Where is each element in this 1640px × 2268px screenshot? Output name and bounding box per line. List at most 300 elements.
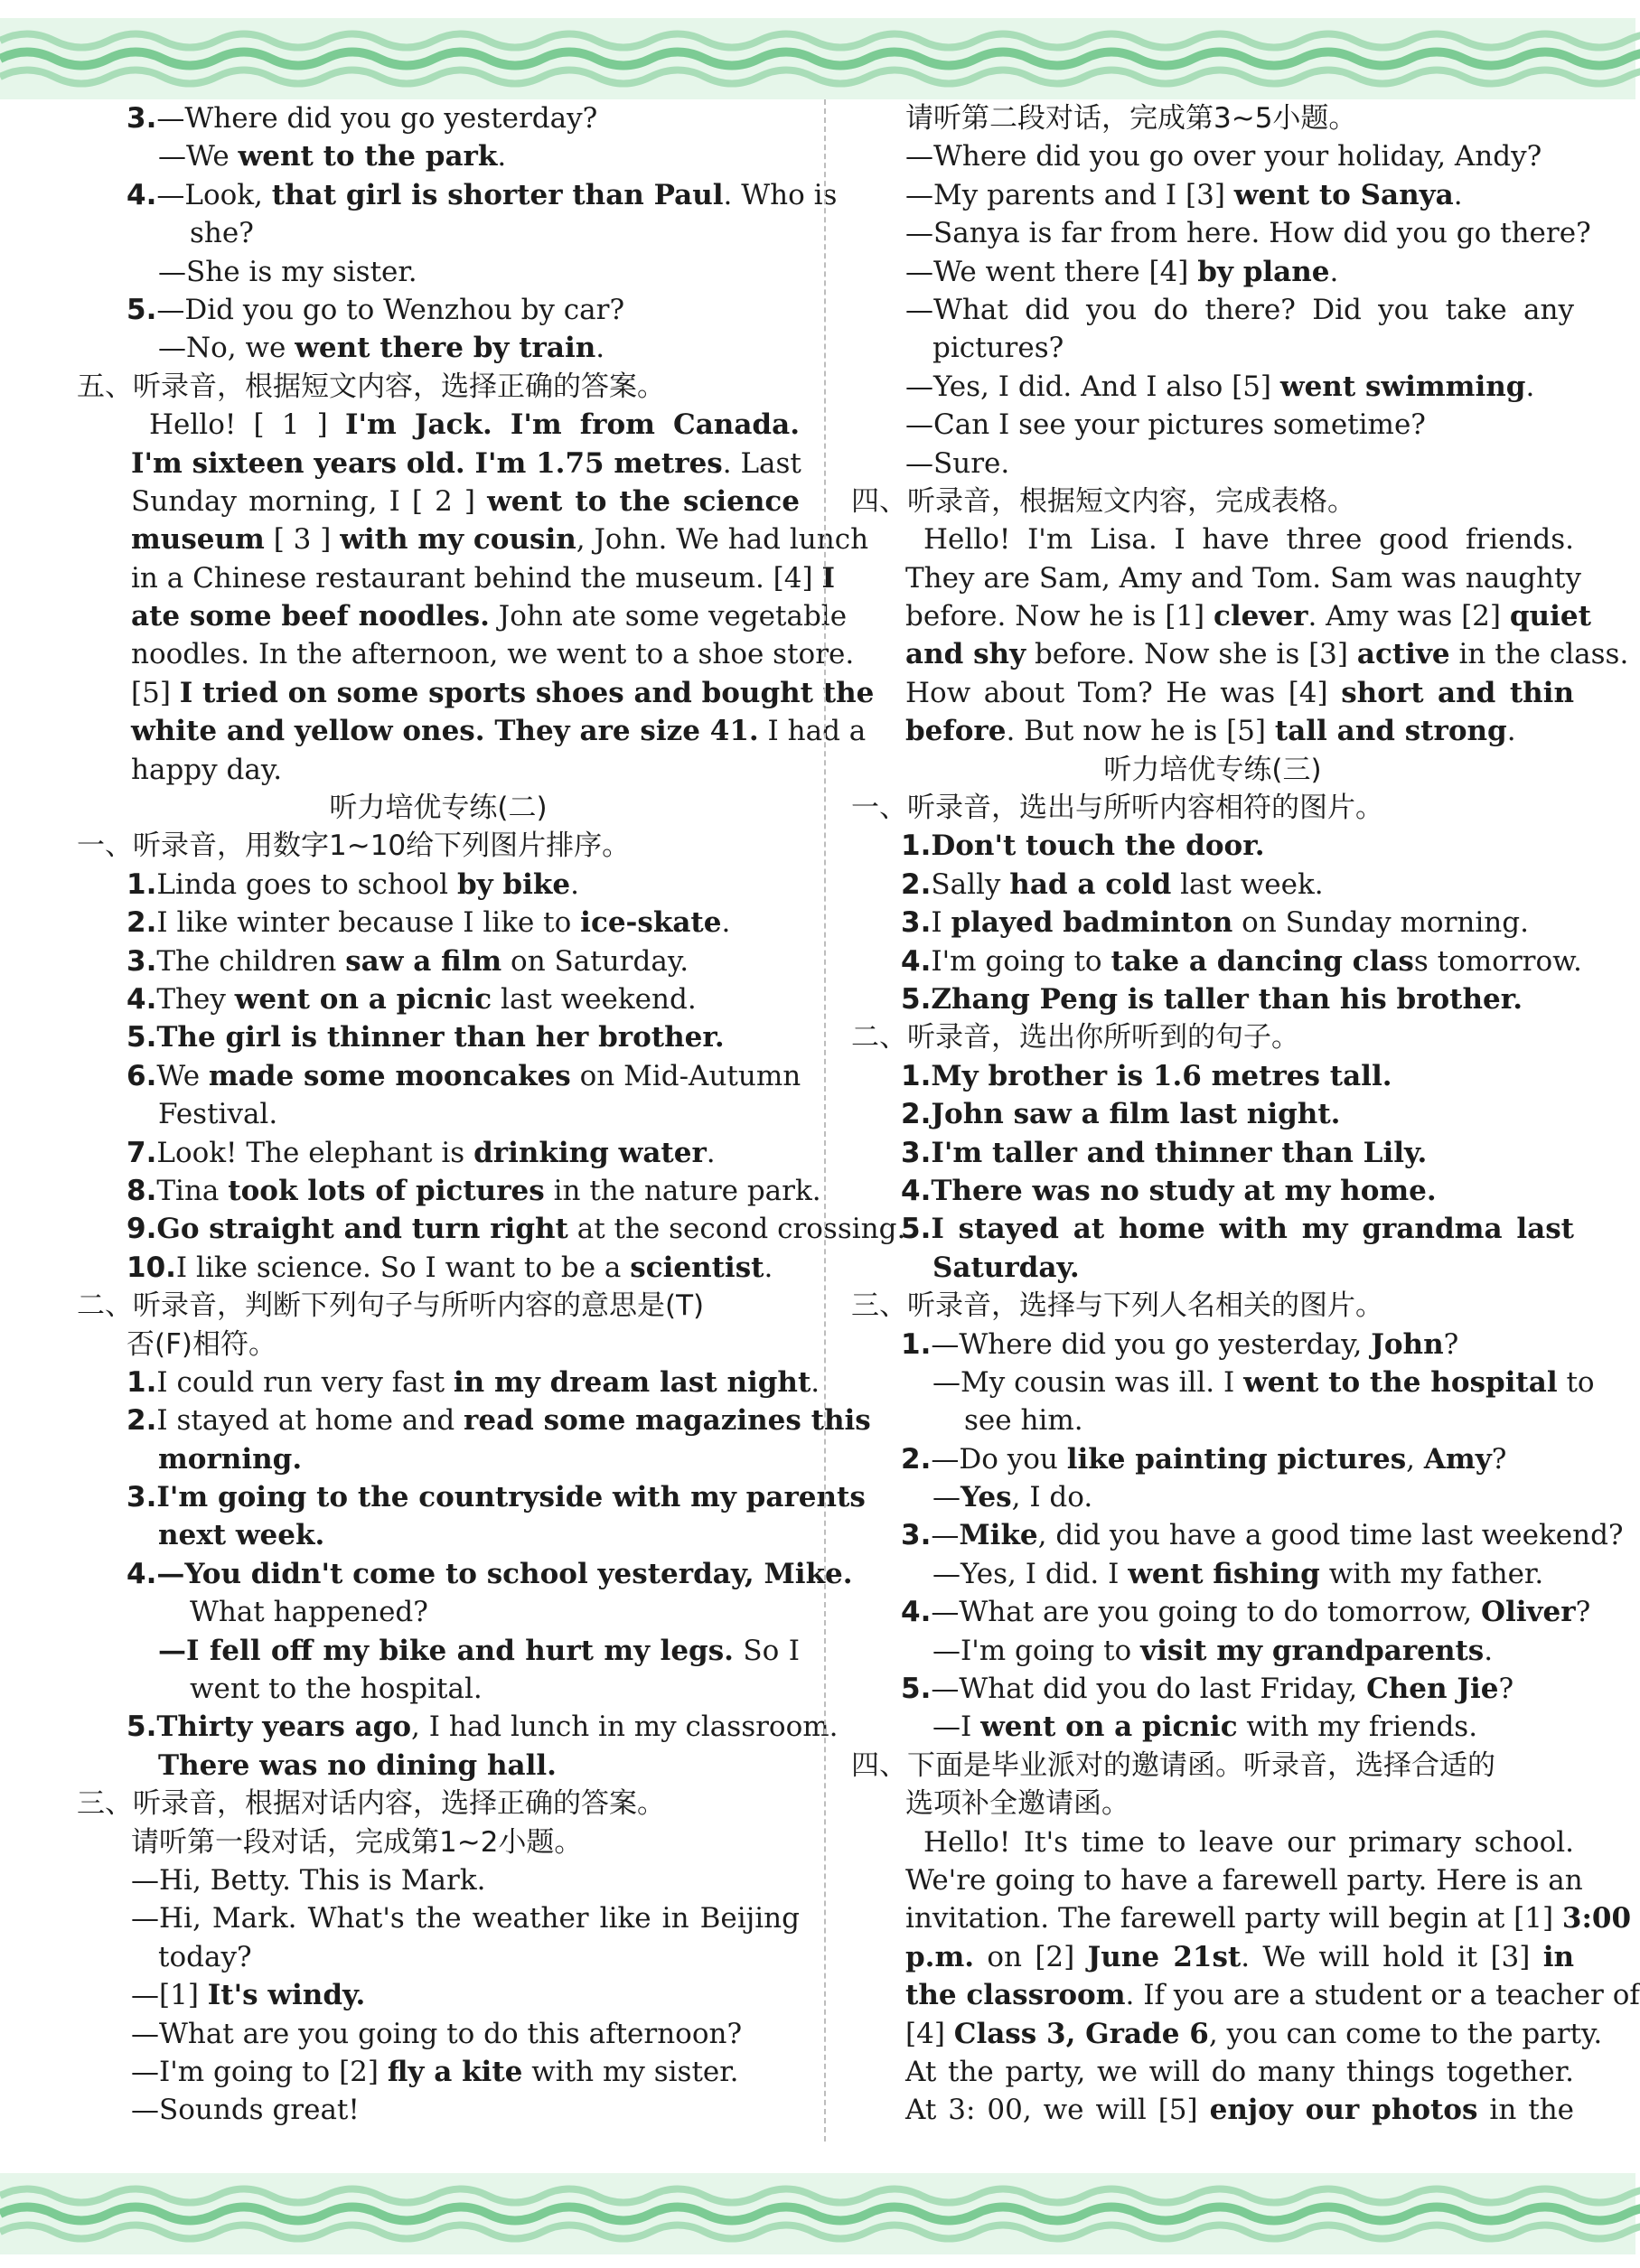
text-span: . If you are a student or a teacher of (1125, 1979, 1640, 2012)
answer-text: that girl is shorter than Paul (271, 178, 724, 211)
text-span: 否(F)相符。 (127, 1327, 277, 1361)
text-span: —We (158, 140, 239, 173)
answer-text: ice-skate (580, 906, 722, 940)
text-span: I could run very fast (156, 1365, 454, 1399)
text-span: , I had lunch in my classroom. (411, 1710, 839, 1744)
text-span: ? (1443, 1327, 1459, 1361)
answer-text: I'm taller and thinner than Lily. (931, 1136, 1428, 1169)
right-text-line (851, 1593, 1591, 1631)
text-span: —Do you (931, 1442, 1067, 1476)
item-number: 3. (901, 1519, 932, 1552)
text-span: I had a (758, 715, 867, 748)
text-span: . Who is (723, 178, 838, 211)
text-span: on Sunday morning. (1232, 906, 1529, 940)
text-span: Festival. (158, 1098, 278, 1131)
answer-text: —I fell off my bike and hurt my legs. (158, 1634, 734, 1667)
item-number: 1. (901, 1327, 932, 1361)
text-span: . (595, 332, 605, 365)
answer-text: played badminton (951, 906, 1233, 940)
right-text-line (851, 1899, 1632, 1937)
left-column (77, 99, 906, 2130)
item-number: 5. (901, 1213, 932, 1246)
item-number: 4. (901, 944, 932, 978)
item-number: 6. (127, 1059, 157, 1092)
left-text-line (77, 942, 800, 980)
text-span: . But now he is [5] (1006, 715, 1275, 748)
answer-text: tall and strong (1274, 715, 1507, 748)
text-span: ? (1498, 1673, 1514, 1706)
right-text-line (851, 866, 1574, 904)
right-text-line (851, 635, 1629, 673)
left-text-line (77, 137, 800, 175)
text-span: Hello! [ 1 ] (149, 408, 345, 442)
left-text-line (77, 712, 867, 750)
right-text-line (851, 712, 1574, 750)
right-column (851, 99, 1640, 2130)
text-span: —I (932, 1710, 981, 1744)
answer-text: p.m. (905, 1940, 975, 1973)
text-span: At the party, we will do many things together. (905, 2055, 1574, 2088)
text-span: . (497, 140, 507, 173)
answer-text: went fishing (1128, 1557, 1320, 1590)
right-text-line (851, 674, 1574, 712)
item-number: 3. (901, 906, 932, 940)
item-number: 2. (901, 1098, 932, 1131)
item-number: 5. (901, 982, 932, 1016)
answer-text: John saw a film last night. (931, 1098, 1341, 1131)
answer-text: like painting pictures (1066, 1442, 1407, 1476)
text-span: 二、听录音，选出你所听到的句子。 (851, 1021, 1299, 1054)
text-span: —Look, (156, 178, 272, 211)
left-text-line (77, 214, 800, 252)
right-text-line (851, 1823, 1574, 1861)
right-text-line (851, 597, 1591, 635)
answer-text: I stayed at home with my grandma last (931, 1213, 1574, 1246)
right-text-line (851, 99, 1574, 137)
right-text-line (851, 1440, 1574, 1478)
answer-text: There was no study at my home. (931, 1174, 1437, 1207)
text-span: —Yes, I did. I (932, 1557, 1129, 1590)
answer-text: June 21st (1087, 1940, 1242, 1973)
answer-text: Amy (1423, 1442, 1492, 1476)
text-span: s tomorrow. (1413, 944, 1582, 978)
answer-text: before (905, 715, 1007, 748)
answer-text: and shy (905, 638, 1026, 671)
answer-text: quiet (1509, 600, 1591, 633)
answer-text: Don't touch the door. (931, 829, 1265, 863)
text-span: [4] (905, 2017, 954, 2050)
text-span: . (1525, 370, 1535, 403)
answer-text: —You didn't come to school yesterday, Mike. (156, 1557, 853, 1590)
text-span: —I'm going to (932, 1634, 1141, 1667)
text-span: . (570, 867, 579, 901)
answer-text: ate some beef noodles. (131, 600, 490, 633)
right-text-line (851, 329, 1574, 367)
item-number: 1. (127, 867, 157, 901)
right-text-line (851, 827, 1574, 865)
text-span: at the second crossing. (567, 1213, 906, 1246)
text-span: —Sure. (905, 446, 1010, 480)
text-span: last week. (1171, 867, 1324, 901)
right-text-line (851, 1747, 1574, 1785)
right-text-line (851, 789, 1574, 827)
text-span: 听力培优专练(二) (329, 792, 548, 825)
text-span: . Last (722, 446, 801, 480)
answer-text: Zhang Peng is taller than his brother. (931, 982, 1523, 1016)
right-text-line (851, 1364, 1595, 1401)
right-text-line (851, 1938, 1574, 1976)
text-span: ? (1575, 1596, 1591, 1629)
text-span: went to the hospital. (190, 1673, 483, 1706)
text-span: ? (1491, 1442, 1507, 1476)
text-span: , I do. (1011, 1481, 1093, 1514)
text-span: —Where did you go over your holiday, Andy? (905, 140, 1542, 173)
text-span: I like winter because I like to (156, 906, 581, 940)
right-text-line (851, 1478, 1574, 1516)
left-text-line (77, 1593, 800, 1631)
right-text-line (851, 520, 1574, 558)
text-span: on Mid-Autumn (570, 1059, 801, 1092)
left-text-line (77, 368, 800, 406)
item-number: 8. (127, 1174, 157, 1207)
item-number: 3. (127, 944, 157, 978)
left-text-line (77, 1708, 839, 1746)
text-span: 一、听录音，选出与所听内容相符的图片。 (851, 792, 1383, 825)
text-span: At 3: 00, we will [5] (905, 2094, 1210, 2127)
left-text-line (77, 1555, 853, 1593)
right-text-line (851, 1401, 1574, 1439)
text-span: John ate some vegetable (489, 600, 848, 633)
item-number: 2. (901, 1442, 932, 1476)
answer-text: Saturday. (932, 1251, 1080, 1284)
item-number: 4. (901, 1174, 932, 1207)
text-span: . (764, 1251, 773, 1284)
text-span: before. Now she is [3] (1026, 638, 1357, 671)
left-text-line (77, 2053, 800, 2091)
right-text-line (851, 2053, 1574, 2091)
left-text-line (77, 2015, 800, 2053)
text-span: How about Tom? He was [4] (905, 676, 1342, 709)
right-text-line (851, 137, 1574, 175)
text-span: . (706, 1136, 716, 1169)
left-text-line (77, 674, 875, 712)
text-span: 五、听录音，根据短文内容，选择正确的答案。 (77, 370, 665, 403)
text-span: 听力培优专练(三) (1103, 753, 1322, 786)
answer-text: Thirty years ago (156, 1710, 412, 1744)
left-text-line (77, 2091, 800, 2129)
left-text-line (77, 520, 869, 558)
answer-text: John (1371, 1327, 1444, 1361)
text-span: with my friends. (1237, 1710, 1478, 1744)
text-span: , you can come to the party. (1208, 2017, 1603, 2050)
answer-text: Oliver (1480, 1596, 1576, 1629)
text-span: . (1329, 255, 1339, 288)
left-text-line (77, 406, 800, 444)
right-text-line (851, 406, 1574, 444)
text-span: . (1453, 178, 1463, 211)
text-span: last weekend. (492, 982, 697, 1016)
item-number: 3. (901, 1136, 932, 1169)
answer-text: active (1356, 638, 1450, 671)
text-span: [5] (131, 676, 180, 709)
item-number: 4. (127, 178, 157, 211)
text-span: 四、下面是毕业派对的邀请函。听录音，选择合适的 (851, 1748, 1495, 1782)
item-number: 5. (127, 1710, 157, 1744)
right-text-line (851, 1861, 1583, 1899)
text-span: Look! The elephant is (156, 1136, 474, 1169)
item-number: 4. (127, 982, 157, 1016)
text-span: . Amy was [2] (1307, 600, 1510, 633)
item-number: 4. (127, 1557, 157, 1590)
right-text-line (851, 1708, 1574, 1746)
answer-text: white and yellow ones. They are size 41. (131, 715, 759, 748)
left-text-line (77, 176, 838, 214)
text-span: —What are you going to do this afternoon? (131, 2017, 743, 2050)
answer-text: I'm Jack. I'm from Canada. (344, 408, 800, 442)
answer-text: take a dancing clas (1111, 944, 1414, 978)
right-text-line (851, 1670, 1574, 1708)
text-span: 三、听录音，根据对话内容，选择正确的答案。 (77, 1787, 665, 1821)
answer-text: by bike (456, 867, 571, 901)
left-text-line (77, 1018, 800, 1056)
right-text-line (851, 1326, 1574, 1364)
left-text-line (77, 1364, 820, 1401)
answer-text: went to the hospital (1243, 1365, 1558, 1399)
text-span: 请听第二段对话，完成第3~5小题。 (905, 102, 1357, 135)
answer-text: museum (131, 523, 265, 557)
answer-text: took lots of pictures (228, 1174, 545, 1207)
text-span: 请听第一段对话，完成第1~2小题。 (131, 1825, 583, 1859)
item-number: 4. (901, 1596, 932, 1629)
left-text-line (77, 1440, 800, 1478)
text-span: 一、听录音，用数字1~10给下列图片排序。 (77, 829, 631, 863)
text-span: to (1557, 1365, 1595, 1399)
left-text-line (77, 980, 800, 1018)
left-text-line (77, 1516, 800, 1554)
text-span: —I'm going to [2] (131, 2055, 388, 2088)
text-span: I (931, 906, 951, 940)
text-span: , (1406, 1442, 1424, 1476)
right-text-line (851, 1555, 1574, 1593)
item-number: 7. (127, 1136, 157, 1169)
text-span: —What did you do there? Did you take any (905, 293, 1574, 326)
left-text-line (77, 866, 800, 904)
text-span: [ 3 ] (264, 523, 341, 557)
left-text-line (77, 789, 800, 827)
text-span: Linda goes to school (156, 867, 457, 901)
answer-text: the classroom (905, 1979, 1126, 2012)
text-span: —What did you do last Friday, (931, 1673, 1367, 1706)
left-text-line (77, 1670, 800, 1708)
text-span: What happened? (190, 1596, 428, 1629)
left-text-line (77, 1938, 800, 1976)
left-text-line (77, 635, 855, 673)
answer-text: enjoy our photos (1209, 2094, 1478, 2127)
text-span: . (721, 906, 731, 940)
right-text-line (851, 1095, 1574, 1133)
text-span: They are Sam, Amy and Tom. Sam was naughty (905, 561, 1581, 595)
text-span: she? (190, 217, 254, 250)
answer-text: fly a kite (387, 2055, 523, 2088)
item-number: 3. (127, 1481, 157, 1514)
text-span: with my father. (1319, 1557, 1544, 1590)
left-text-line (77, 1249, 800, 1287)
left-text-line (77, 1478, 866, 1516)
answer-text: in my dream last night (453, 1365, 811, 1399)
left-text-line (77, 1210, 906, 1248)
text-span: —My cousin was ill. I (932, 1365, 1244, 1399)
text-span: —Yes, I did. And I also [5] (905, 370, 1280, 403)
text-span: see him. (964, 1404, 1083, 1438)
left-text-line (77, 445, 800, 483)
answer-text: morning. (158, 1442, 303, 1476)
left-text-line (77, 751, 800, 789)
answer-text: I'm sixteen years old. I'm 1.75 metres (131, 446, 723, 480)
left-text-line (77, 1632, 800, 1670)
right-text-line (851, 1287, 1574, 1325)
answer-text: went swimming (1279, 370, 1526, 403)
text-span: I'm going to (931, 944, 1111, 978)
bottom-wave-band (0, 2173, 1635, 2254)
item-number: 3. (127, 102, 157, 135)
answer-text: went on a picnic (234, 982, 492, 1016)
right-text-line (851, 1210, 1574, 1248)
text-span: They (156, 982, 235, 1016)
answer-text: Yes (961, 1481, 1012, 1514)
answer-text: went there by train (295, 332, 596, 365)
text-span: We're going to have a farewell party. Here is an (905, 1863, 1583, 1897)
answer-text: visit my grandparents (1140, 1634, 1485, 1667)
right-text-line (851, 2015, 1603, 2053)
right-text-line (851, 483, 1574, 520)
text-span: —[1] (131, 1979, 208, 2012)
item-number: 2. (127, 1404, 157, 1438)
text-span: invitation. The farewell party will begin at [1] (905, 1902, 1562, 1935)
answer-text: with my cousin (340, 523, 576, 557)
answer-text: Go straight and turn right (156, 1213, 568, 1246)
text-span: , John. We had lunch (576, 523, 869, 557)
left-text-line (77, 291, 800, 329)
right-text-line (851, 2091, 1574, 2129)
right-text-line (851, 980, 1574, 1018)
text-span: on Saturday. (501, 944, 689, 978)
text-span: —Hi, Betty. This is Mark. (131, 1863, 486, 1897)
text-span: The children (156, 944, 346, 978)
column-divider (824, 99, 826, 2141)
item-number: 1. (901, 829, 932, 863)
right-text-line (851, 445, 1574, 483)
text-span: Tina (156, 1174, 229, 1207)
right-text-line (851, 176, 1574, 214)
text-span: . (1506, 715, 1516, 748)
answer-text: My brother is 1.6 metres tall. (931, 1059, 1392, 1092)
answer-text: went to the science (487, 484, 800, 518)
left-text-line (77, 597, 848, 635)
left-text-line (77, 329, 800, 367)
text-span: noodles. In the afternoon, we went to a shoe store. (131, 638, 855, 671)
text-span: in the (1477, 2094, 1575, 2127)
left-text-line (77, 1899, 800, 1937)
right-text-line (851, 1134, 1574, 1172)
text-span: I like science. So I want to be a (175, 1251, 631, 1284)
left-text-line (77, 483, 800, 520)
left-text-line (77, 904, 800, 942)
answer-text: made some mooncakes (208, 1059, 571, 1092)
answer-text: Chen Jie (1366, 1673, 1499, 1706)
answer-text: read some magazines this (464, 1404, 871, 1438)
answer-text: went to Sanya (1233, 178, 1454, 211)
text-span: in the nature park. (544, 1174, 821, 1207)
text-span: happy day. (131, 753, 283, 786)
right-text-line (851, 368, 1574, 406)
answer-text: It's windy. (207, 1979, 366, 2012)
left-text-line (77, 1134, 800, 1172)
text-span: 二、听录音，判断下列句子与所听内容的意思是(T) (77, 1289, 705, 1323)
text-span: on [2] (974, 1940, 1088, 1973)
text-span: with my sister. (522, 2055, 739, 2088)
text-span: Sunday morning, I [ 2 ] (131, 484, 488, 518)
text-span: —Did you go to Wenzhou by car? (156, 293, 625, 326)
answer-text: 3:00 (1561, 1902, 1632, 1935)
text-span: Hello! It's time to leave our primary school. (923, 1825, 1574, 1859)
text-span: . We will hold it [3] (1241, 1940, 1543, 1973)
answer-text: next week. (158, 1519, 325, 1552)
left-text-line (77, 99, 800, 137)
text-span: . (1484, 1634, 1494, 1667)
text-span: in the class. (1449, 638, 1629, 671)
item-number: 1. (127, 1365, 157, 1399)
right-text-line (851, 1632, 1574, 1670)
answer-text: drinking water (473, 1136, 707, 1169)
right-text-line (851, 214, 1591, 252)
left-text-line (77, 1785, 800, 1823)
text-span: in a Chinese restaurant behind the museum. [4] (131, 561, 822, 595)
left-text-line (77, 1287, 800, 1325)
right-text-line (851, 751, 1574, 789)
text-span: 三、听录音，选择与下列人名相关的图片。 (851, 1289, 1383, 1323)
text-span: 四、听录音，根据短文内容，完成表格。 (851, 484, 1355, 518)
text-span: —She is my sister. (158, 255, 417, 288)
item-number: 9. (127, 1213, 157, 1246)
answer-text: Class 3, Grade 6 (953, 2017, 1209, 2050)
answer-text: had a cold (1009, 867, 1172, 901)
right-text-line (851, 1785, 1574, 1823)
item-number: 10. (127, 1251, 176, 1284)
left-text-line (77, 1057, 800, 1095)
text-span: — (932, 1481, 961, 1514)
text-span: —No, we (158, 332, 295, 365)
answer-text: I (821, 561, 835, 595)
item-number: 1. (901, 1059, 932, 1092)
text-span: , did you have a good time last weekend? (1037, 1519, 1624, 1552)
text-span: Sally (931, 867, 1010, 901)
text-span: —Where did you go yesterday, (931, 1327, 1372, 1361)
answer-text: went to the park (238, 140, 498, 173)
text-span: before. Now he is [1] (905, 600, 1214, 633)
text-span: . (811, 1365, 820, 1399)
right-text-line (851, 942, 1582, 980)
right-text-line (851, 1249, 1574, 1287)
text-span: 选项补全邀请函。 (905, 1787, 1129, 1821)
answer-text: short and thin (1341, 676, 1574, 709)
answer-text: The girl is thinner than her brother. (156, 1021, 725, 1054)
text-span: Hello! I'm Lisa. I have three good friends. (923, 523, 1574, 557)
answer-text: went on a picnic (980, 1710, 1238, 1744)
answer-text: clever (1214, 600, 1308, 633)
left-text-line (77, 1095, 800, 1133)
item-number: 5. (127, 1021, 157, 1054)
text-span: —My parents and I [3] (905, 178, 1234, 211)
